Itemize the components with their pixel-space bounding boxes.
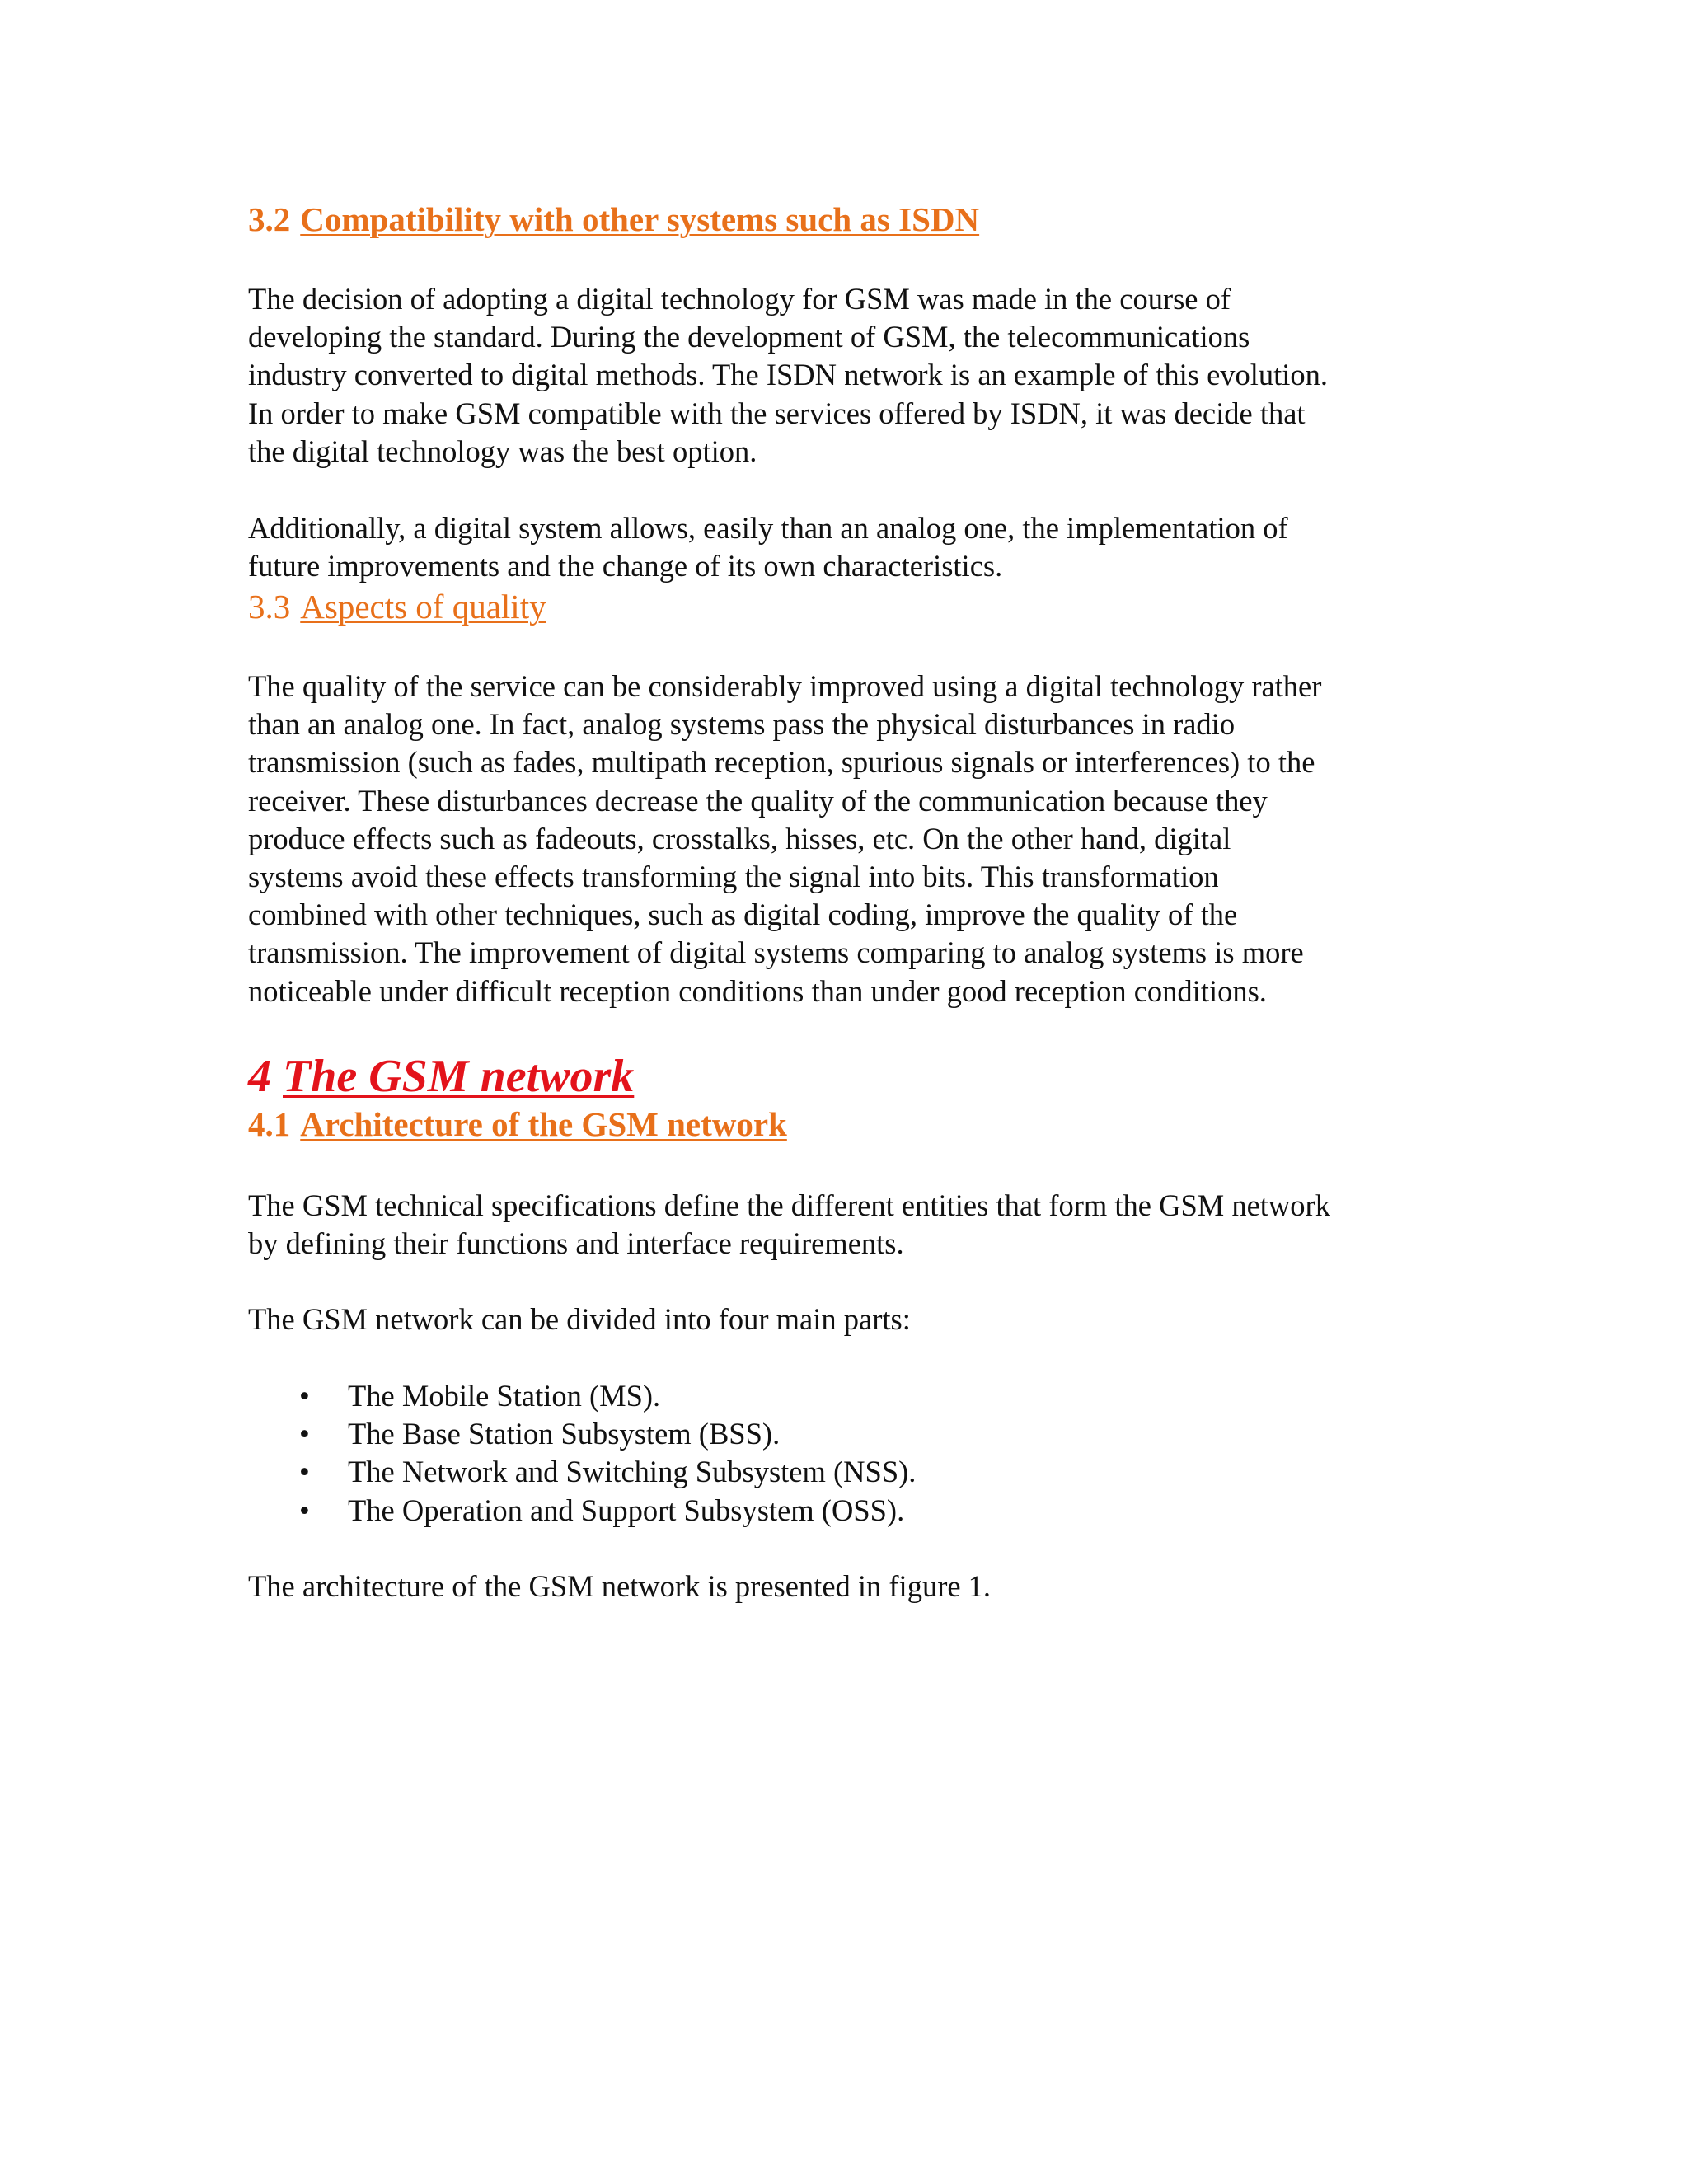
text-line: The quality of the service can be considerably improved using a digital technology rather	[248, 669, 1322, 703]
text-line: The decision of adopting a digital technology for GSM was made in the course of	[248, 282, 1231, 316]
list-item	[248, 1453, 916, 1491]
section-3-3-heading	[248, 587, 546, 626]
text-line: developing the standard. During the development of GSM, the telecommunications	[248, 320, 1250, 354]
text-line: transmission. The improvement of digital systems comparing to analog systems is more	[248, 935, 1304, 970]
section-3-2-paragraph-1	[248, 280, 1328, 471]
bullet-icon: •	[299, 1417, 310, 1451]
gsm-parts-list	[248, 1377, 916, 1530]
section-title: Compatibility with other systems such as ISDN	[300, 200, 980, 238]
section-4-1-paragraph-3	[248, 1568, 991, 1605]
text-line: produce effects such as fadeouts, crosstalks, hisses, etc. On the other hand, digital	[248, 821, 1231, 855]
section-4-1-paragraph-1	[248, 1187, 1330, 1263]
text-line: transmission (such as fades, multipath reception, spurious signals or interferences) to the	[248, 745, 1315, 780]
section-3-2-heading	[248, 199, 979, 239]
section-number: 3.2	[248, 200, 291, 238]
text-line: than an analog one. In fact, analog systems pass the physical disturbances in radio	[248, 707, 1236, 742]
section-4-1-heading	[248, 1104, 787, 1144]
list-item-text: The Operation and Support Subsystem (OSS).	[348, 1493, 905, 1527]
section-number: 4.1	[248, 1105, 291, 1143]
list-item-text: The Base Station Subsystem (BSS).	[348, 1417, 781, 1451]
text-line: Additionally, a digital system allows, easily than an analog one, the implementation of	[248, 511, 1288, 545]
section-4-1-paragraph-2	[248, 1301, 911, 1338]
section-title: Aspects of quality	[300, 588, 546, 626]
list-item	[248, 1492, 916, 1530]
list-item-text: The Network and Switching Subsystem (NSS).	[348, 1455, 917, 1489]
text-line: future improvements and the change of its own characteristics.	[248, 549, 1003, 583]
chapter-4-heading	[248, 1050, 634, 1103]
bullet-icon: •	[299, 1493, 310, 1527]
list-item	[248, 1377, 916, 1415]
bullet-icon: •	[299, 1455, 310, 1489]
section-number: 3.3	[248, 588, 291, 626]
text-line: receiver. These disturbances decrease the quality of the communication because they	[248, 783, 1268, 818]
chapter-number: 4	[248, 1051, 271, 1102]
section-title: Architecture of the GSM network	[300, 1105, 787, 1143]
text-line: systems avoid these effects transforming the signal into bits. This transformation	[248, 860, 1219, 894]
text-line: by defining their functions and interface requirements.	[248, 1226, 904, 1261]
text-line: noticeable under difficult reception conditions than under good reception conditions.	[248, 973, 1267, 1008]
text-line: In order to make GSM compatible with the services offered by ISDN, it was decide that	[248, 396, 1306, 430]
text-line: the digital technology was the best option.	[248, 434, 757, 468]
chapter-title: The GSM network	[283, 1051, 635, 1102]
text-line: The architecture of the GSM network is presented in figure 1.	[248, 1569, 992, 1603]
section-3-3-paragraph-1	[248, 668, 1321, 1010]
text-line: The GSM network can be divided into four main parts:	[248, 1302, 911, 1336]
text-line: combined with other techniques, such as digital coding, improve the quality of the	[248, 898, 1238, 932]
list-item	[248, 1415, 916, 1453]
text-line: The GSM technical specifications define the different entities that form the GSM network	[248, 1188, 1330, 1222]
section-3-2-paragraph-2	[248, 509, 1288, 585]
bullet-icon: •	[299, 1379, 310, 1413]
text-line: industry converted to digital methods. The ISDN network is an example of this evolution.	[248, 358, 1329, 392]
list-item-text: The Mobile Station (MS).	[348, 1379, 661, 1413]
